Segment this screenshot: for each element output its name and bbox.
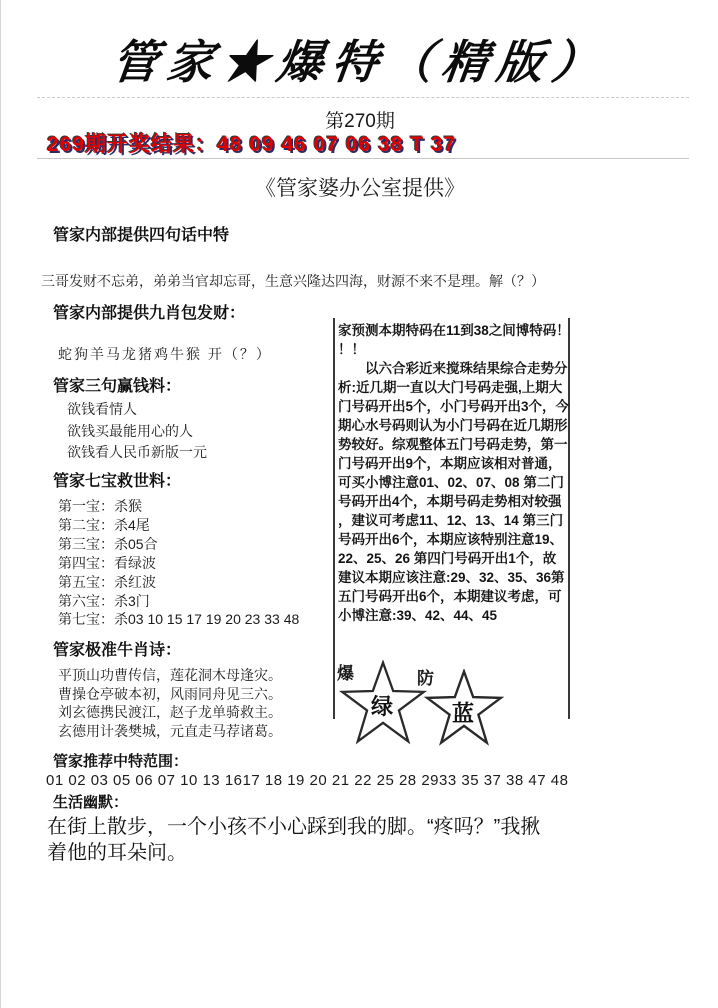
- analysis-line: 门号码开出5个，小门号码开出3个，今: [338, 399, 570, 414]
- analysis-line: 22、25、26 第四门号码开出1个，故: [338, 551, 557, 566]
- analysis-line: 建议本期应该注意:29、32、35、36第: [338, 570, 565, 585]
- heading-seven-treasure: 管家七宝救世料：: [53, 473, 182, 490]
- ox-poem-line: 平顶山功曹传信，莲花洞木母逢灾。: [58, 667, 282, 683]
- seven-treasure-item: 第四宝：看绿波: [58, 554, 156, 571]
- analysis-line: 期心水号码则认为小门号码在近几期形: [338, 418, 568, 433]
- burst-label: 爆: [337, 664, 354, 683]
- three-money-item: 欲钱买最能用心的人: [67, 422, 193, 439]
- analysis-text: [338, 321, 568, 625]
- blue-star-text: 蓝: [452, 701, 475, 726]
- ox-poem-line: 玄德用计袭樊城，元直走马荐诸葛。: [58, 722, 282, 739]
- ox-poem-line: 刘玄德携民渡江，赵子龙单骑救主。: [58, 704, 282, 721]
- ox-poem-line: 曹操仓亭破本初，风雨同舟见三六。: [58, 685, 282, 702]
- provider-line: 《管家婆办公室提供》: [255, 177, 465, 200]
- analysis-line: 门号码开出9个，本期应该相对普通，: [338, 456, 562, 471]
- humor-line: 着他的耳朵问。: [47, 842, 187, 864]
- seven-treasure-item: 第六宝：杀3门: [58, 592, 150, 609]
- seven-treasure-item: 第三宝：杀05合: [58, 535, 158, 552]
- analysis-line: ，建议可考虑11、12、13、14 第三门: [338, 513, 564, 528]
- analysis-line: 势较好。综观整体五门号码走势，第一: [338, 437, 568, 452]
- four-sentence-content: 三哥发财不忘弟，弟弟当官却忘哥，生意兴隆达四海，财源不来不是理。解（？）: [41, 273, 545, 289]
- nine-zodiac-content: 蛇狗羊马龙猪鸡牛猴 开（？）: [58, 346, 272, 362]
- humor-line: 在街上散步，一个小孩不小心踩到我的脚。“疼吗？”我揪: [47, 816, 541, 838]
- recommend-numbers: 01 02 03 05 06 07 10 13 1617 18 19 20 21 22 25 28 2933 35 37 38 47 48: [46, 772, 569, 789]
- page-title: 管家★爆特（精版）: [108, 35, 611, 89]
- analysis-line: 以六合彩近来搅珠结果综合走势分: [338, 361, 568, 376]
- analysis-line: 号码开出6个，本期应该特别注意19、: [338, 532, 564, 547]
- three-money-list: [67, 399, 207, 464]
- humor-text: [47, 814, 540, 866]
- guard-label: 防: [417, 669, 434, 688]
- ox-poem-list: [58, 666, 282, 740]
- seven-treasure-item: 第五宝：杀红波: [58, 573, 156, 590]
- divider-line-under-result: [37, 158, 689, 159]
- analysis-line: 家预测本期特码在11到38之间博特码！: [338, 323, 570, 338]
- three-money-item: 欲钱看人民币新版一元: [67, 444, 207, 460]
- heading-ox-poem: 管家极准牛肖诗：: [53, 642, 182, 659]
- seven-treasure-item: 第二宝：杀4尾: [58, 516, 150, 533]
- heading-nine-zodiac: 管家内部提供九肖包发财：: [53, 305, 246, 322]
- analysis-line: 五门号码开出6个，本期建议考虑，可: [338, 589, 562, 604]
- analysis-line: ！！: [338, 342, 365, 357]
- previous-draw-result: 269期开奖结果：48 09 46 07 06 38 T 37: [47, 133, 457, 156]
- analysis-line: 号码开出4个，本期号码走势相对较强: [338, 494, 562, 509]
- issue-number: 第270期: [325, 111, 395, 132]
- three-money-item: 欲钱看情人: [67, 401, 137, 417]
- seven-treasure-item: 第七宝：杀03 10 15 17 19 20 23 33 48: [58, 611, 300, 628]
- analysis-line: 析:近几期一直以大门号码走强,上期大: [338, 380, 563, 395]
- seven-treasure-list: [58, 497, 299, 629]
- analysis-line: 可买小博注意01、02、07、08 第二门: [338, 475, 564, 490]
- green-star-text: 绿: [371, 694, 394, 719]
- analysis-line: 小博注意:39、42、44、45: [338, 608, 498, 623]
- heading-recommend-range: 管家推荐中特范围：: [53, 753, 189, 770]
- heading-three-money: 管家三句赢钱料：: [53, 378, 182, 395]
- seven-treasure-item: 第一宝：杀猴: [58, 498, 142, 514]
- divider-line-top: [37, 97, 689, 98]
- heading-four-sentence: 管家内部提供四句话中特: [53, 227, 230, 244]
- heading-humor: 生活幽默：: [53, 794, 129, 811]
